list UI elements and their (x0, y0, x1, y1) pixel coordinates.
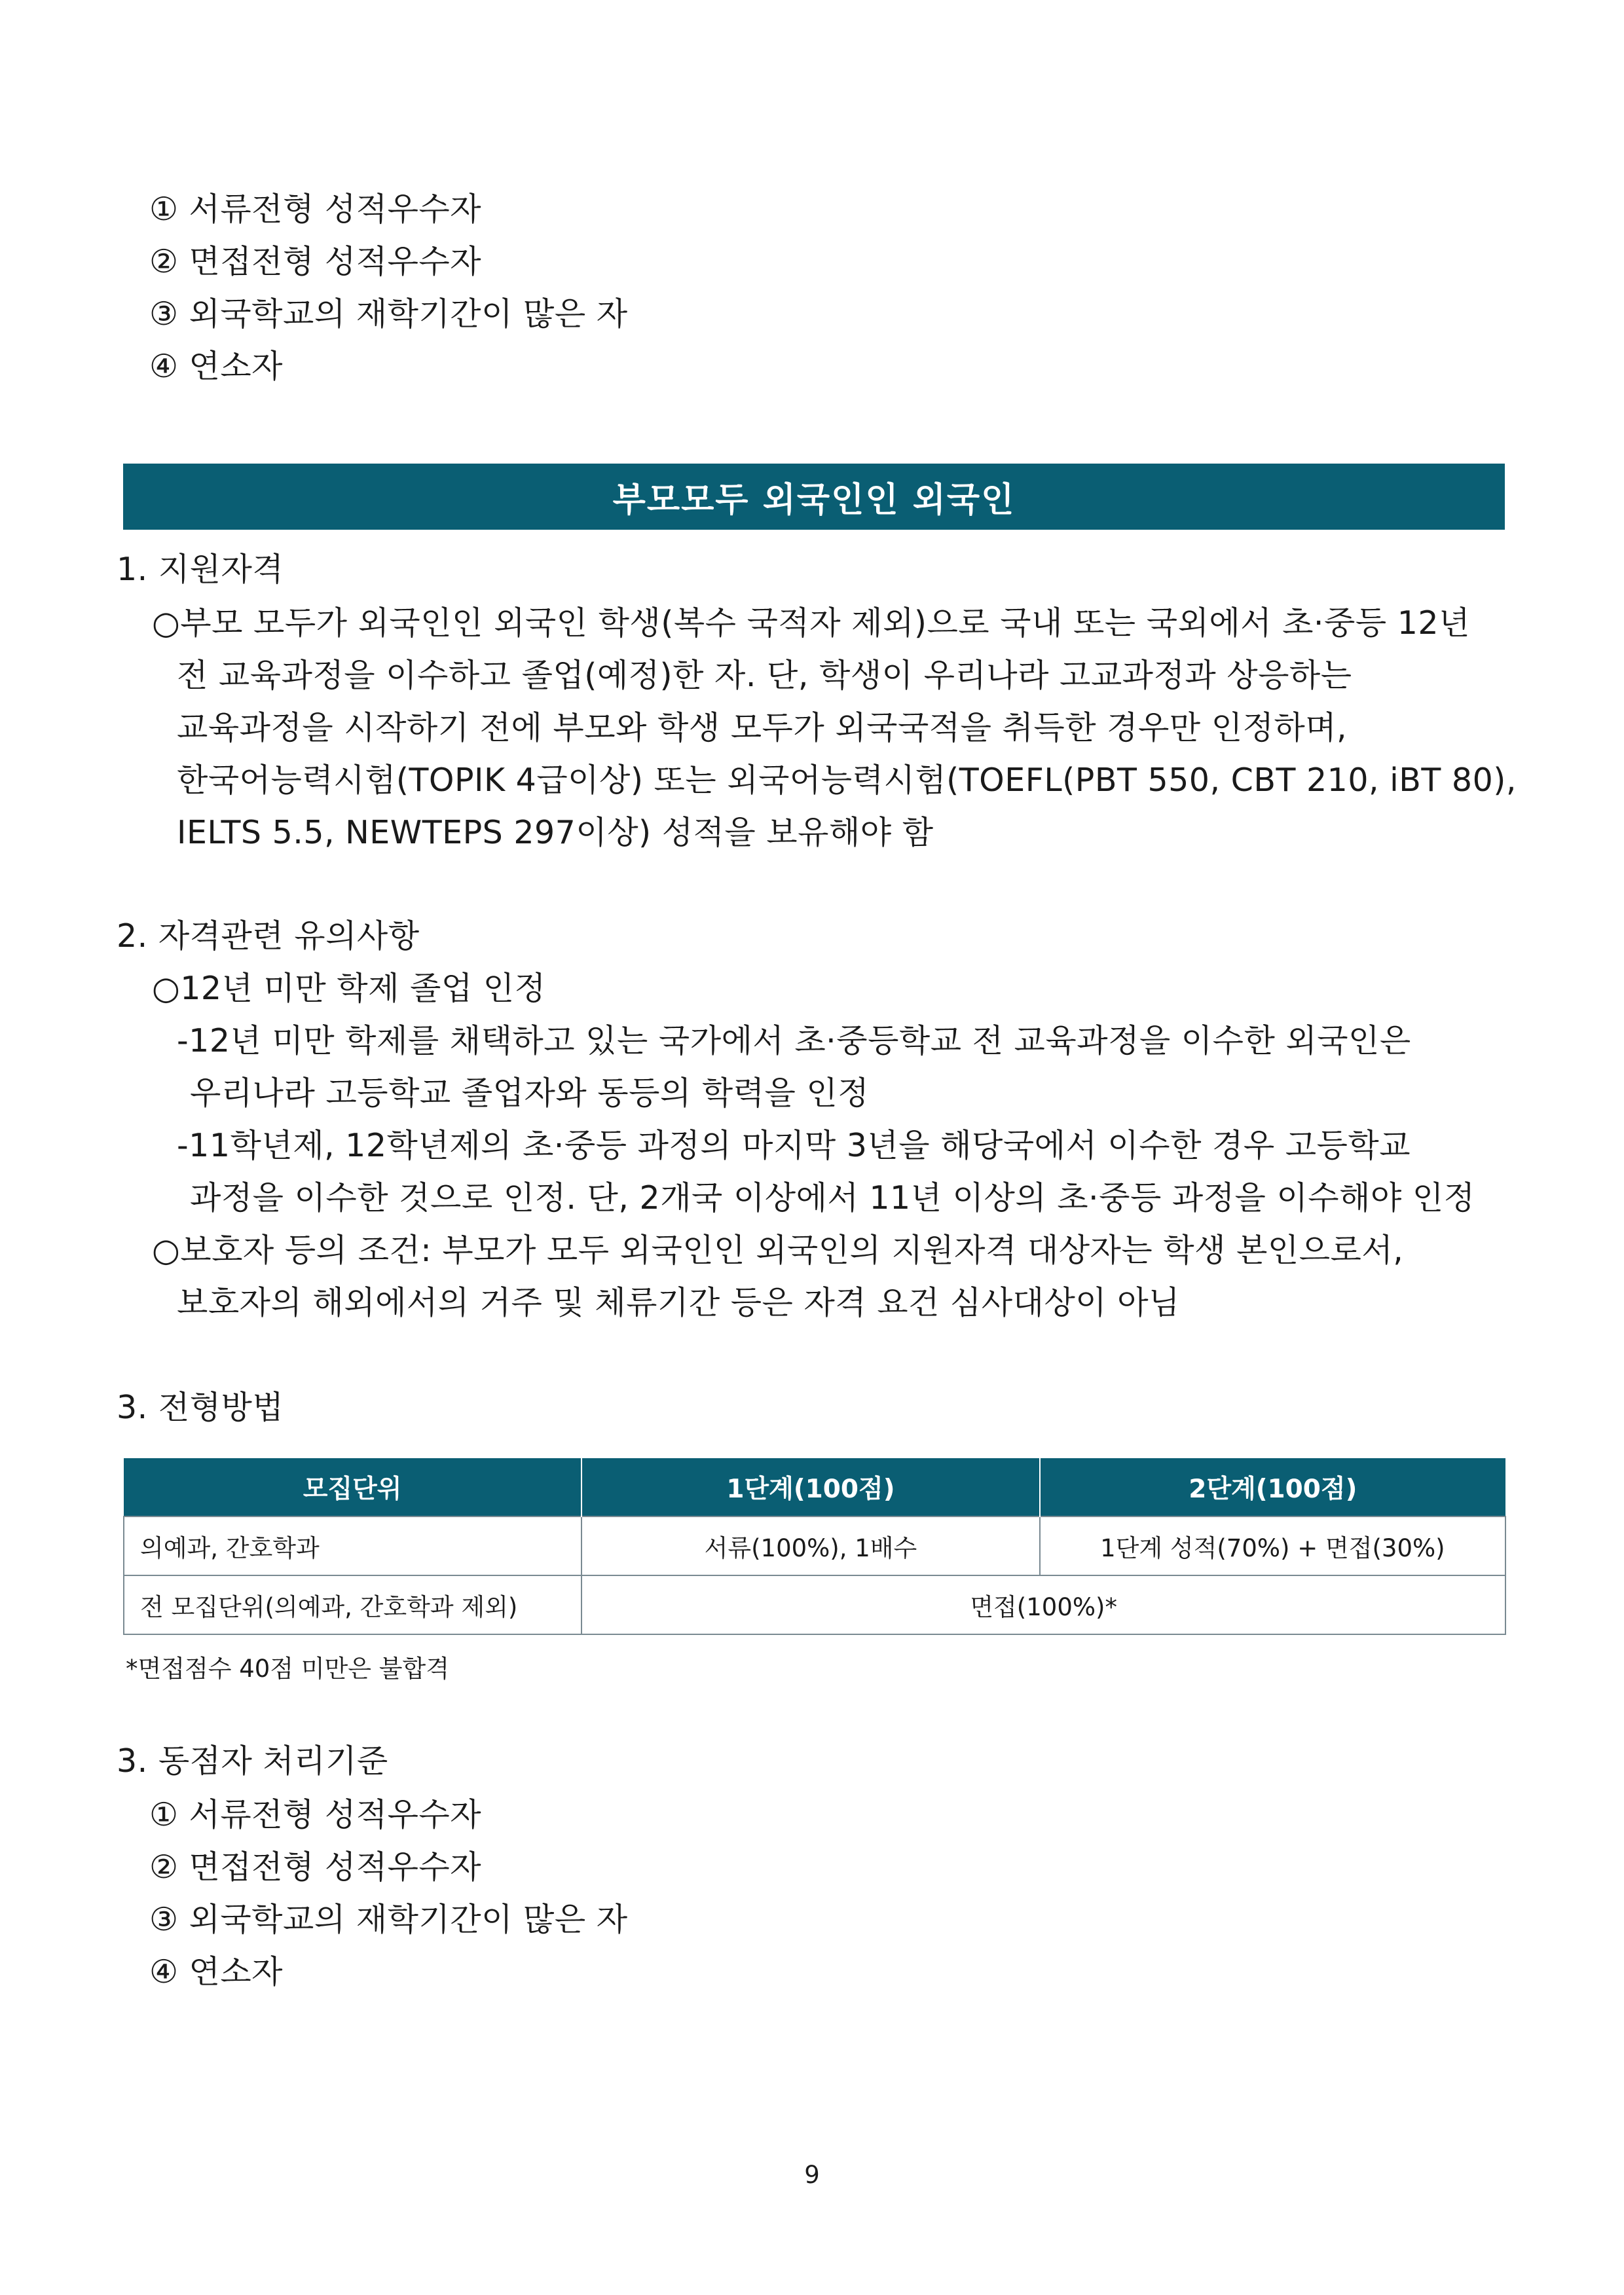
table-header-cell: 2단계(100점) (1040, 1458, 1505, 1516)
tiebreak-item: ④ 연소자 (149, 1953, 284, 1991)
section-heading-eligibility: 1. 지원자격 (117, 551, 284, 588)
table-cell: 전 모집단위(의예과, 간호학과 제외) (124, 1575, 581, 1634)
paragraph-line: 한국어능력시험(TOPIK 4급이상) 또는 외국어능력시험(TOEFL(PBT 550, CBT 210, iBT 80), (177, 762, 1517, 799)
table-cell: 면접(100%)* (581, 1575, 1505, 1634)
table-header-cell: 1단계(100점) (581, 1458, 1039, 1516)
section-heading-tiebreak: 3. 동점자 처리기준 (117, 1742, 388, 1780)
top-list-item: ③ 외국학교의 재학기간이 많은 자 (149, 295, 628, 333)
top-list-item: ② 면접전형 성적우수자 (149, 243, 482, 280)
paragraph-line: 전 교육과정을 이수하고 졸업(예정)한 자. 단, 학생이 우리나라 고교과정과 상응하는 (177, 657, 1352, 694)
paragraph-line: 우리나라 고등학교 졸업자와 동등의 학력을 인정 (190, 1074, 870, 1112)
tiebreak-item: ③ 외국학교의 재학기간이 많은 자 (149, 1901, 628, 1938)
table-header-cell: 모집단위 (124, 1458, 581, 1516)
section-heading-method: 3. 전형방법 (117, 1389, 284, 1426)
table-cell: 1단계 성적(70%) + 면접(30%) (1040, 1516, 1505, 1575)
table-footnote: *면접점수 40점 미만은 불합격 (126, 1655, 450, 1683)
paragraph-line: ○부모 모두가 외국인인 외국인 학생(복수 국적자 제외)으로 국내 또는 국외에서 초·중등 12년 (152, 604, 1470, 642)
section-banner (123, 464, 1505, 530)
tiebreak-item: ① 서류전형 성적우수자 (149, 1796, 482, 1833)
section-heading-notes: 2. 자격관련 유의사항 (117, 917, 420, 955)
table-header-row (124, 1458, 1505, 1516)
table-cell: 서류(100%), 1배수 (581, 1516, 1039, 1575)
paragraph-line: -12년 미만 학제를 채택하고 있는 국가에서 초·중등학교 전 교육과정을 이수한 외국인은 (177, 1022, 1411, 1059)
table-row (124, 1516, 1505, 1575)
paragraph-line: 교육과정을 시작하기 전에 부모와 학생 모두가 외국국적을 취득한 경우만 인정하며, (177, 709, 1348, 746)
paragraph-line: 보호자의 해외에서의 거주 및 체류기간 등은 자격 요건 심사대상이 아님 (177, 1284, 1180, 1321)
page-number: 9 (804, 2161, 820, 2189)
banner-title: 부모모두 외국인인 외국인 (612, 481, 1016, 520)
paragraph-line: ○12년 미만 학제 졸업 인정 (152, 970, 546, 1007)
table-row (124, 1575, 1505, 1634)
paragraph-line: IELTS 5.5, NEWTEPS 297이상) 성적을 보유해야 함 (177, 814, 934, 851)
selection-method-table (123, 1458, 1506, 1635)
top-list-item: ① 서류전형 성적우수자 (149, 191, 482, 228)
paragraph-line: -11학년제, 12학년제의 초·중등 과정의 마지막 3년을 해당국에서 이수한 경우 고등학교 (177, 1127, 1411, 1164)
top-list-item: ④ 연소자 (149, 348, 284, 385)
tiebreak-item: ② 면접전형 성적우수자 (149, 1848, 482, 1886)
table-cell: 의예과, 간호학과 (124, 1516, 581, 1575)
paragraph-line: 과정을 이수한 것으로 인정. 단, 2개국 이상에서 11년 이상의 초·중등 과정을 이수해야 인정 (190, 1179, 1475, 1217)
paragraph-line: ○보호자 등의 조건: 부모가 모두 외국인인 외국인의 지원자격 대상자는 학생 본인으로서, (152, 1232, 1404, 1269)
